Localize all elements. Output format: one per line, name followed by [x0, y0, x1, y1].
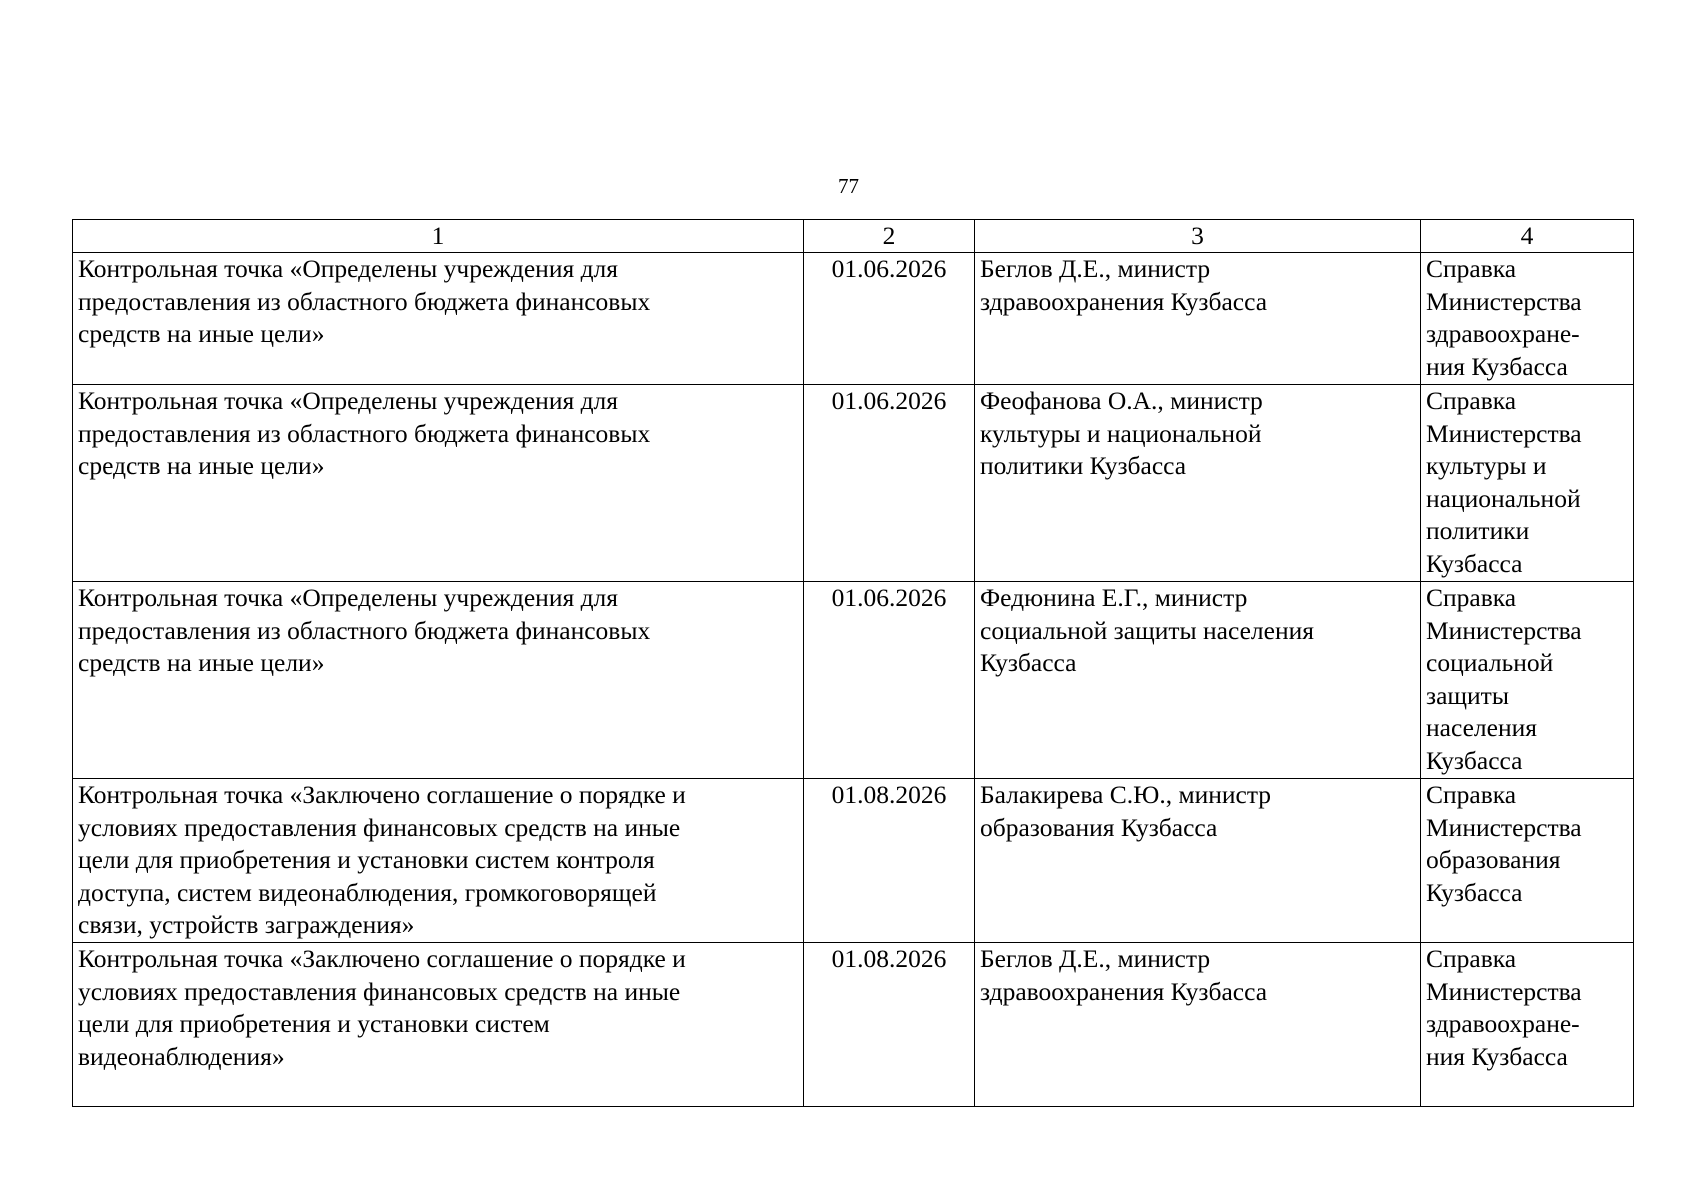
event-cell: [73, 253, 804, 385]
event-cell: [73, 943, 804, 1107]
event-cell: [73, 779, 804, 943]
date-cell: [804, 779, 975, 943]
event-text: Контрольная точка «Заключено соглашение о порядке и условиях предоставления финансовых средств на иные цели для приобретения и установки систем контроля доступа, систем видеонаблюдения, громкоговорящей связи, устройств заграждения»: [78, 780, 686, 940]
date-text: 01.08.2026: [831, 780, 947, 809]
document-cell: [1421, 253, 1634, 385]
control-points-table: [72, 219, 1634, 1107]
date-text: 01.06.2026: [831, 386, 947, 415]
responsible-cell: [975, 385, 1421, 582]
date-text: 01.06.2026: [831, 583, 947, 612]
responsible-cell: [975, 943, 1421, 1107]
document-text: Справка Министерства образования Кузбасса: [1426, 780, 1582, 907]
date-cell: [804, 253, 975, 385]
column-number-3: 3: [975, 220, 1421, 253]
document-text: Справка Министерства социальной защиты населения Кузбасса: [1426, 583, 1582, 775]
page-number: 77: [838, 174, 859, 198]
document-text: Справка Министерства здравоохране- ния Кузбасса: [1426, 254, 1582, 381]
table-row: [73, 943, 1634, 1107]
document-text: Справка Министерства культуры и национальной политики Кузбасса: [1426, 386, 1582, 578]
event-cell: [73, 582, 804, 779]
event-text: Контрольная точка «Определены учреждения для предоставления из областного бюджета финансовых средств на иные цели»: [78, 583, 651, 678]
table-row: [73, 779, 1634, 943]
document-cell: [1421, 385, 1634, 582]
document-cell: [1421, 582, 1634, 779]
table-row: [73, 582, 1634, 779]
column-number-2: 2: [804, 220, 975, 253]
responsible-text: Балакирева С.Ю., министр образования Кузбасса: [980, 780, 1272, 842]
document-cell: [1421, 943, 1634, 1107]
table-header-row: [73, 220, 1634, 253]
event-text: Контрольная точка «Определены учреждения для предоставления из областного бюджета финансовых средств на иные цели»: [78, 386, 651, 481]
column-number-1: 1: [73, 220, 804, 253]
responsible-cell: [975, 253, 1421, 385]
document-cell: [1421, 779, 1634, 943]
table-row: [73, 253, 1634, 385]
date-cell: [804, 943, 975, 1107]
date-text: 01.06.2026: [831, 254, 947, 283]
responsible-text: Феофанова О.А., министр культуры и национальной политики Кузбасса: [980, 386, 1263, 481]
date-cell: [804, 582, 975, 779]
responsible-cell: [975, 779, 1421, 943]
event-text: Контрольная точка «Определены учреждения для предоставления из областного бюджета финансовых средств на иные цели»: [78, 254, 651, 349]
date-cell: [804, 385, 975, 582]
event-text: Контрольная точка «Заключено соглашение о порядке и условиях предоставления финансовых средств на иные цели для приобретения и установки систем видеонаблюдения»: [78, 944, 686, 1071]
column-number-4: 4: [1421, 220, 1634, 253]
responsible-text: Федюнина Е.Г., министр социальной защиты населения Кузбасса: [980, 583, 1314, 678]
responsible-text: Беглов Д.Е., министр здравоохранения Кузбасса: [980, 254, 1268, 316]
responsible-text: Беглов Д.Е., министр здравоохранения Кузбасса: [980, 944, 1268, 1006]
responsible-cell: [975, 582, 1421, 779]
event-cell: [73, 385, 804, 582]
date-text: 01.08.2026: [831, 944, 947, 973]
table-row: [73, 385, 1634, 582]
document-text: Справка Министерства здравоохране- ния Кузбасса: [1426, 944, 1582, 1071]
